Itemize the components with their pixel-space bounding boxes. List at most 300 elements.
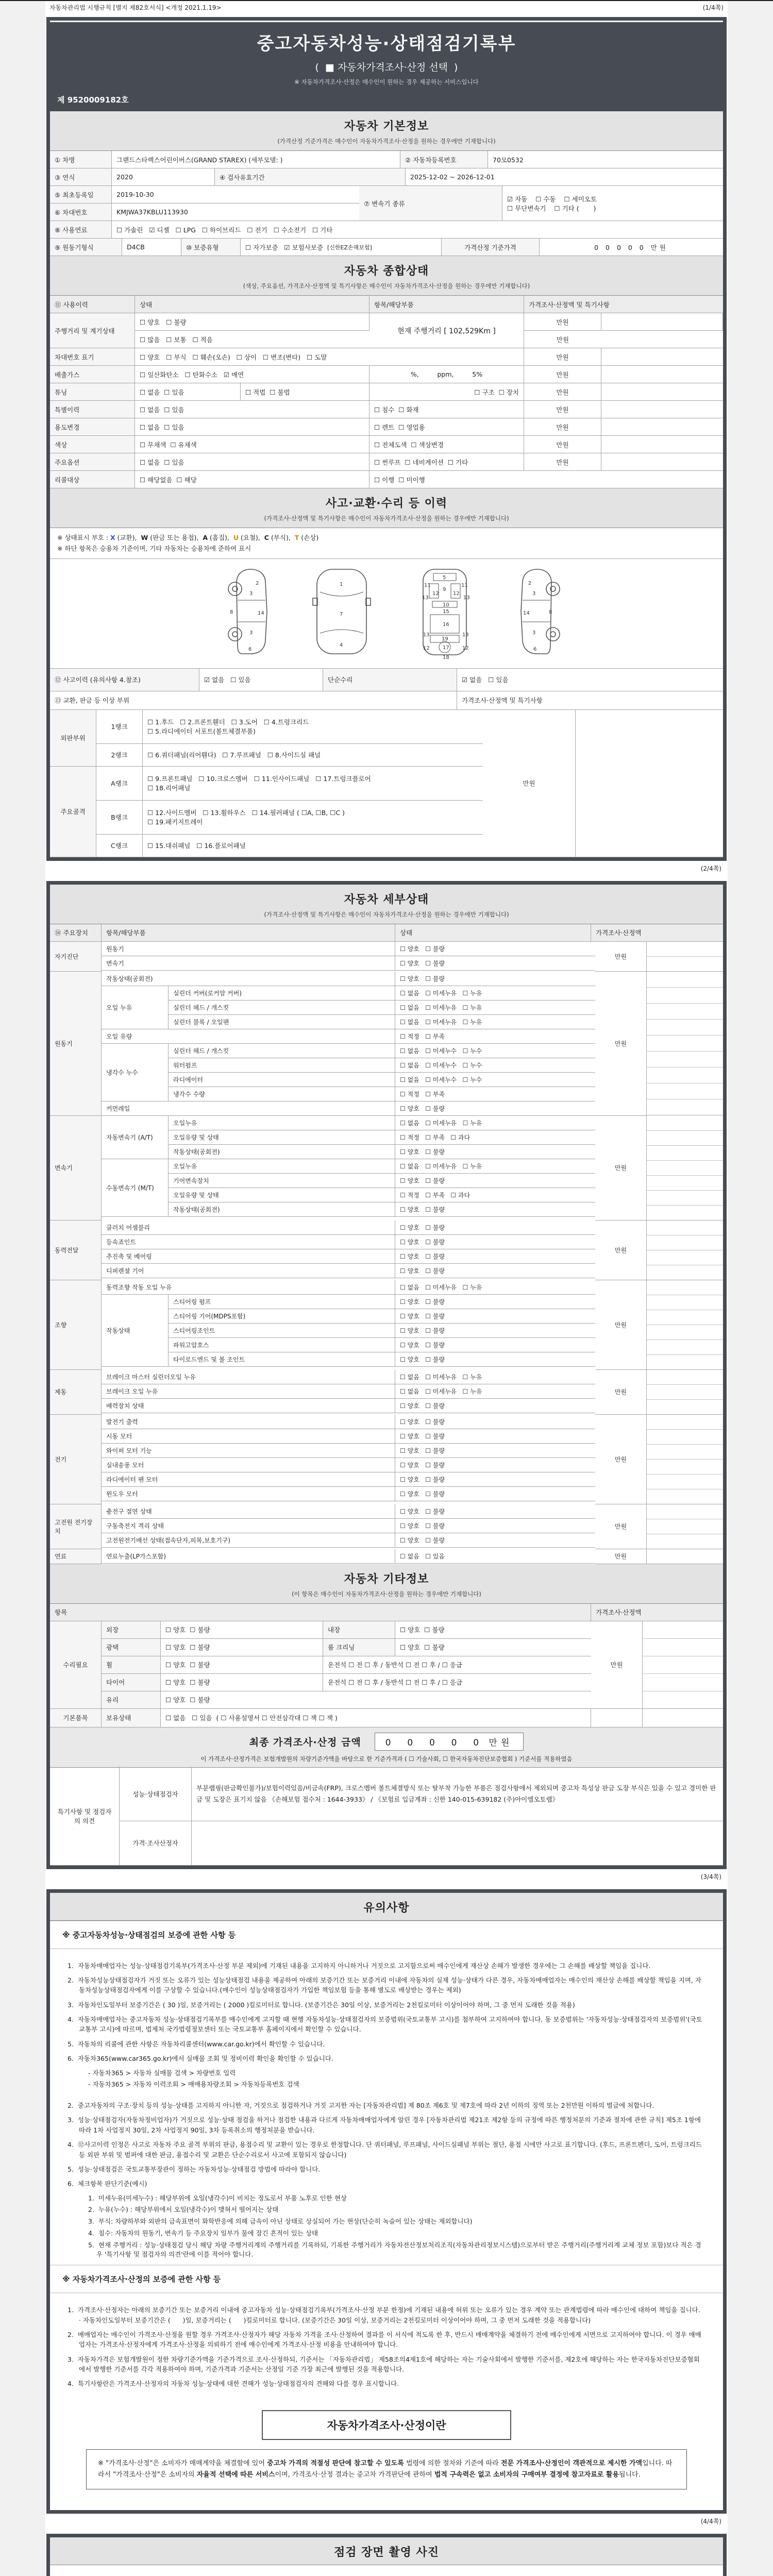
row-label: 튜닝 [50,383,135,401]
page-marker-3: (3/4쪽) [700,1873,721,1880]
row-label: 주행거리 및 계기상태 [50,313,135,348]
item-cell: 스티어링 펌프 [169,1295,395,1309]
state-cell: ☐ 양호 ☐ 불량 [395,1533,595,1548]
notice-item: 4. ⑫사고이력 인정은 사고로 자동차 주요 골격 부위의 판금, 용접수리 및 교환이 있는 경우로 한정합니다. 단 쿼터패널, 루프패널, 사이드실패널 부위는 절단, 용접 시에만 사고로 표기합니다. (후드, 프론트펜더, 도어, 트렁크리드 등 외판 부위 및 범퍼에 대한 판금, 용접수리 및 교환은 단순수리로서 사고에 포함되지 않습니다) [68,2141,704,2159]
note-cell [601,313,723,331]
label-cell: ⑨ 원동기형식 [50,239,122,256]
engine-type-value: D4CB [122,239,181,256]
note-cell [601,383,723,401]
device-label: 동력전달 [50,1221,102,1280]
item-cell: 실린더 커버(로커암 커버) [169,986,395,1001]
label-cell: ② 자동차등록번호 [400,151,488,168]
col-header: ⑭ 주요장치 [50,924,102,942]
state-cell: ☐ 양호 ☐ 불량 [395,1639,591,1656]
definition-text-bold: 중고차 가격의 적절성 판단에 참고할 수 있도록 [267,2459,404,2467]
overall-state-table [50,296,723,488]
section-note: (가격조사·산정액 및 특기사항은 매수인이 자동차가격조사·산정을 원하는 경우에만 기재합니다) [264,515,509,522]
device-label: 자기진단 [50,942,102,972]
section-title: 자동차 세부상태 [344,893,429,906]
subgroup-label: 자동변속기 (A/T) [102,1116,169,1159]
price-cell: 만원 [483,710,576,857]
opinion-table [50,1768,723,1866]
item-cell: 디퍼렌셜 기어 [102,1264,395,1278]
state-cell: ☐ 양호 ☐ 불량 [395,1249,595,1264]
label-cell: ⑦ 변속기 종류 [359,186,502,221]
panel-number: 3 [532,590,536,597]
price-cell: 만원 [595,1280,647,1370]
rank-items: ☐ 6.쿼더패널(리어휀다) ☐ 7.루프패널 ☐ 8.사이드실 패널 [143,744,483,767]
panel-number: 1 [340,581,343,587]
state-cell: ☐ 구조 ☐ 장치 [369,383,524,401]
section-photos [50,2537,723,2565]
detail-group-selfdiag [50,942,723,972]
code-u-desc: (요철), [238,534,264,541]
final-price-label: 최종 가격조사·산정 금액 [249,1736,361,1748]
notice-subitem: 2. 누유(누수) : 해당부위에서 오일(냉각수)이 맺혀서 떨어지는 상태 [88,2206,279,2214]
price-cell: 만원 [524,348,601,366]
state-cell: ☐ 해당없음 ☐ 해당 [135,471,369,488]
item-cell: 스티어링조인트 [169,1324,395,1338]
state-cell: ☐ 양호 ☐ 불량 [395,1235,595,1249]
subgroup-label: 작동상태 [102,1295,169,1367]
page-1 [46,17,727,861]
notice-list-b [50,2293,723,2397]
definition-text-bold: 자율적 선택에 따른 서비스 [196,2470,275,2479]
item-cell: 오일유량 및 상태 [169,1188,395,1202]
state-cell: ☐ 없음 ☐ 미세누수 ☐ 누수 [395,1073,595,1087]
code-a: A [203,534,208,541]
state-cell: ☐ 양호 ☐ 불량 [395,956,595,971]
code-x-desc: (교환), [115,534,141,541]
rank-items: ☐ 15.대쉬패널 ☐ 16.플로어패널 [143,835,483,857]
basic-info-table [50,151,723,256]
notice-item: 2. 매매업자는 매수인이 가격조사·산정을 원할 경우 가격조사·산정자가 해당 자동차 가격을 조사·산정하여 결과를 이 서식에 적도록 한 후, 반드시 매매계약을 체결하기 전에 매수인에게 서면으로 고지하여야 합니다. 이 경우 매매업자는 가격조사·산정자에게 가격조사·산정을 의뢰하기 전에 매수인에게 가격조사·산정 비용을 안내하여야 합니다. [68,2330,701,2349]
price-cell: 만원 [595,1221,647,1280]
item-cell: 원동기 [102,942,395,956]
transmission-checkboxes-2: ☐ 무단변속기 ☐ 기타 ( ) [507,204,596,212]
notice-subitem: 4. 침수: 자동차의 원동기, 변속기 등 주요장치 일부가 물에 잠긴 흔적이 있는 상태 [88,2229,318,2237]
notice-item: 5. 성능·상태점검은 국토교통부장관이 정하는 자동차성능·상태점검 방법에 따라야 합니다. [68,2165,321,2173]
subgroup-label: 수동변속기 (M/T) [102,1159,169,1217]
item-cell: 라디에이터 [169,1073,395,1087]
detail-group-steering [50,1280,723,1370]
group-label: 기본품목 [50,1709,102,1727]
item-cell: 작동상태(공회전) [169,1145,395,1159]
item-cell: 발전기 출력 [102,1415,395,1429]
state-cell: ☐ 많음 ☐ 보통 ☐ 적음 [135,331,369,348]
item-cell: 오일 유량 [102,1029,395,1044]
item-cell: 클러치 어셈블리 [102,1221,395,1235]
notice-subitem: 1. 미세누유(미세누수) : 해당부위에 오일(냉각수)이 비치는 정도로서 부품 노후로 인한 현상 [88,2194,347,2202]
page-marker-1: (1/4쪽) [702,4,724,11]
definition-text-part: 됩니다. [619,2470,641,2479]
state-cell: ☐ 양호 ☐ 불량 [395,1458,595,1472]
notice-subitem: - 자동차365 > 자동차 이력조회 > 매매용차량조회 > 자동차등록번호 검색 [88,2080,299,2089]
note-cell [601,366,723,383]
row-label: 리콜대상 [50,471,135,488]
state-cell: ☐ 없음 ☐ 미세누유 ☐ 누유 [395,1370,595,1384]
state-cell: ☐ 양호 ☐ 불량 [395,1444,595,1458]
panel-number: 6 [533,646,537,652]
transmission-checkboxes-1: ☑ 자동 ☐ 수동 ☐ 세미오토 [507,195,597,203]
state-cell: ☐ 양호 ☐ 불량 [135,313,369,331]
row-label: 광택 [102,1639,161,1656]
price-cell: 만원 [595,1370,647,1415]
notice-item: 1. 가격조사·산정자는 아래의 보증기간 또는 보증거리 이내에 중고자동차 성능·상태점검기록부(가격조사·산정 부분 한정)에 기재된 내용에 허위 또는 오류가 있는 경우 계약 또는 관계법령에 따라 매수인에 대하여 책임을 집니다. · 자동차인도일부터 보증기간은 ( )일, 보증거리는 ( )킬로미터로 합니다. (보증기간은 30일 이상, 보증거리는 2천킬로미터 이상이어야 하며, 그 중 먼저 도래한 것을 적용합니다) [68,2306,704,2324]
opinion-label: 특기사항 및 점검자의 의견 [50,1768,120,1866]
item-cell: 오일누유 [169,1159,395,1174]
device-label: 조향 [50,1280,102,1370]
code-c-desc: (부식), [268,534,295,541]
state-cell: ☐ 없음 ☐ 미세누수 ☐ 누수 [395,1058,595,1073]
price-cell: 만원 [524,331,601,348]
notice-item: 3. 자동차인도일부터 보증기간은 ( 30 )일, 보증거리는 ( 2000 )킬로미터로 합니다. (보증기간은 30일 이상, 보증거리는 2천킬로미터 이상이어야 하며, 그 중 먼저 도래한 것을 적용) [68,2001,575,2009]
state-cell: ☐ 양호 ☐ 불량 [395,1309,595,1324]
label-cell: ⑥ 차대번호 [50,204,112,221]
price-cell: 만원 [524,418,601,436]
panel-number: 12 [453,590,460,597]
item-cell: 구동축전지 격리 상태 [102,1519,395,1533]
section-etc-info [50,1564,723,1604]
definition-text-part: ※ "가격조사·산정"은 소비자가 매매계약을 체결함에 있어 [98,2459,267,2467]
section-basic-info [50,111,723,151]
item-cell: 변속기 [102,956,395,971]
item-cell: 워터펌프 [169,1058,395,1073]
note-cell [601,331,723,348]
state-cell: ☐ 양호 ☐ 불량 [395,1295,595,1309]
panel-number: 7 [340,611,343,617]
note-cell [601,401,723,418]
warranty-checkboxes: ☐ 자가보증 ☑ 보험사보증 [245,243,323,251]
item-cell: 추진축 및 베어링 [102,1249,395,1264]
final-price-value: 0 0 0 0 0 만원 [375,1733,524,1751]
state-cell: ☐ 적정 ☐ 부족 [395,1087,595,1101]
state-cell: ☐ 없음 ☐ 있음 [395,1549,595,1564]
rank-items: ☐ 9.프론트패널 ☐ 10.크로스멤버 ☐ 11.인사이드패널 ☐ 17.트렁크플로어 [147,775,371,783]
state-cell: ☐ 양호 ☐ 불량 [395,1415,595,1429]
row-label: 보유상태 [102,1709,161,1727]
item-cell: 배력장치 상태 [102,1399,395,1413]
price-cell [591,1709,643,1727]
note-cell [576,710,723,857]
state-cell: ☐ 양호 ☐ 불량 [395,1202,595,1217]
item-cell: 오일누유 [169,1116,395,1130]
label-cell: ⑧ 사용연료 [50,221,112,239]
state-cell: ☐ 양호 ☐ 불량 [395,1519,595,1533]
rank-label: A랭크 [96,767,143,801]
notices-body [50,1921,723,2510]
state-cell: ☑ 없음 ☐ 있음 [457,669,723,691]
section-title: 유의사항 [363,1901,410,1914]
note-cell [643,1709,723,1727]
panel-number: 13 [423,632,430,638]
panel-number: 13 [422,595,429,601]
state-cell: ☐ 없음 ☐ 있음 ( ☐ 사용설명서 ☐ 안전삼각대 ☐ 잭 ☐ 잭 ) [161,1709,591,1727]
state-cell: ☐ 양호 ☐ 불량 [395,1101,595,1116]
item-cell: 작동상태(공회전) [169,1202,395,1217]
fuel-checkboxes: ☐ 가솔린 ☑ 디젤 ☐ LPG ☐ 하이브리드 ☐ 전기 ☐ 수소전기 ☐ 기타 [112,221,723,239]
price-cell: 만원 [595,1116,647,1221]
price-cell: 만원 [595,1504,647,1549]
state-cell: ☐ 양호 ☐ 불량 [161,1621,323,1639]
definition-text-bold: 법적 구속력은 없고 소비자의 구매여부 결정에 참고자료로 활용 [434,2470,619,2479]
detail-header-row [50,924,723,942]
rank-label: 1랭크 [96,710,143,744]
panel-number: 12 [423,645,430,651]
col-header: 가격조사·산정액 [591,1604,723,1621]
panel-number: 3 [249,590,253,597]
col-header: 항목 [50,1604,591,1621]
inspection-photos [50,2565,723,2576]
item-cell: 타이로드엔드 및 볼 조인트 [169,1352,395,1367]
panel-number: 5 [443,574,446,581]
row-label: ⑫ 사고이력 (유의사항 4.참조) [50,669,199,691]
panel-number: 12 [462,645,469,651]
state-cell: ☐ 양호 ☐ 불량 [395,1145,595,1159]
state-cell: ☐ 침수 ☐ 화재 [369,401,524,418]
appraisal-definition-text [86,2449,687,2489]
price-cell: 만원 [595,942,647,972]
col-header: 가격조사·산정액 및 특기사항 [457,691,723,710]
price-cell: 만원 [524,453,601,471]
item-cell: 시동 모터 [102,1429,395,1444]
row-label: 내장 [323,1621,395,1639]
panel-number: 8 [549,609,552,615]
item-cell: 라디에이터 팬 모터 [102,1472,395,1487]
panel-number: 16 [443,621,449,628]
notice-item: 1. 자동차매매업자는 성능·상태점검기록부(가격조사·산정 부분 제외)에 기재된 내용을 고지하지 아니하거나 거짓으로 고지함으로써 매수인에게 재산상 손해가 발생한 경우에는 그 손해를 배상할 책임을 집니다. [68,1961,651,1970]
device-label: 원동기 [50,972,102,1116]
state-cell: ☐ 적정 ☐ 부족 ☐ 과다 [395,1188,595,1202]
document-header [50,21,723,111]
car-diagram-svg [53,562,720,665]
panel-number: 11 [424,582,431,588]
notice-subitem: 3. 부식: 차량하부와 외판의 금속표면이 화학반응에 의해 금속이 아닌 상태로 상실되어 가는 현상(단순히 녹슬어 있는 상태는 제외합니다) [88,2217,473,2226]
section-note: (가격조사·산정액 및 특기사항은 매수인이 자동차가격조사·산정을 원하는 경우에만 기재합니다) [264,910,509,918]
appraiser-opinion [192,1821,723,1866]
item-cell: 브레이크 오일 누유 [102,1384,395,1399]
note-cell [601,453,723,471]
form-reference: 자동차관리법 시행규칙 [별지 제82호서식] <개정 2021.1.19> [49,4,222,11]
state-cell: ☑ 없음 ☐ 있음 [199,669,323,691]
state-cell: ☐ 양호 ☐ 불량 [395,1504,595,1519]
col-header: 가격조사·산정액 [591,924,723,942]
row-label: 룸 크리닝 [323,1639,395,1656]
rank-items: ☐ 1.후드 ☐ 2.프론트휀더 ☐ 3.도어 ☐ 4.트렁크리드 [147,718,309,726]
row-label: 성능·상태점검자 [120,1768,192,1821]
group-label: 외판부위 [50,710,96,767]
detail-group-engine [50,972,723,1116]
state-cell: ☐ 없음 ☐ 미세누유 ☐ 누유 [395,1280,595,1295]
row-label: 특별이력 [50,401,135,418]
item-cell: 실린더 블록 / 오일팬 [169,1015,395,1029]
inspection-period-value: 2025-12-02 ~ 2026-12-01 [406,168,723,186]
notice-item: 2. 중고자동차의 구조·장치 등의 성능·상태를 고지하지 아니한 자, 거짓으로 점검하거나 거짓 고지한 자는 [자동차관리법] 제 80조 제6호 및 제7호에 따라 2년 이하의 징역 또는 2천만원 이하의 벌금에 처합니다. [68,2102,654,2109]
label-cell: ⑩ 보증유형 [181,239,241,256]
item-cell: 브레이크 마스터 실린더오일 누유 [102,1370,395,1384]
rank-label: 2랭크 [96,744,143,767]
state-cell: ☐ 양호 ☐ 불량 [395,1399,595,1413]
state-cell: ☐ 이행 ☐ 미이행 [369,471,723,488]
notice-item: 3. 성능·상태점검자(자동차정비업자)가 거짓으로 성능·상태 점검을 하거나 점검한 내용과 다르게 자동차매매업자에게 알린 경우 [자동차관리법 제21조 제2항 등의 규정에 따른 행정처분의 기준과 절차에 관한 규칙] 제5조 1항에 따라 1차 사업정지 30일, 2차 사업정지 90일, 3차 등록취소의 행정처분을 받습니다. [68,2116,703,2134]
panel-number: 14 [258,610,264,616]
state-cell: ☐ 썬루프 ☐ 네비게이션 ☐ 기타 [369,453,524,471]
panel-number: 10 [443,602,449,608]
price-cell: 만원 [595,1415,647,1504]
price-cell: 만원 [524,383,601,401]
notice-subhead-a: ※ 중고자동차성능·상태점검의 보증에 관한 사항 등 [50,1921,723,1949]
definition-text-bold: 전문 가격조사·산정인이 객관적으로 제시한 가액 [500,2459,643,2467]
gas-values: %, ppm, 5% [369,366,524,383]
panel-number: 12 [432,590,439,597]
code-t: T [294,534,299,541]
label-cell: 가격산정 기준가격 [442,239,540,256]
section-title: 자동차 기본정보 [344,120,429,133]
detail-group-high-voltage [50,1504,723,1549]
state-cell: ☐ 없음 ☐ 미세누유 ☐ 누유 [395,986,595,1001]
panel-number: 3 [249,630,253,636]
state-cell: ☐ 양호 ☐ 불량 [395,942,595,956]
detail-group-fuel [50,1549,723,1564]
col-header: 항목/해당부품 [369,296,524,313]
state-cell: ☐ 양호 ☐ 불량 [395,1472,595,1487]
state-cell: ☐ 일산화탄소 ☐ 탄화수소 ☑ 매연 [135,366,369,383]
base-price-value: 0 0 0 0 0 만원 [540,239,723,256]
item-cell: 윈도우 모터 [102,1487,395,1501]
state-cell: 운전석 ☐ 전 ☐ 후 / 동반석 ☐ 전 ☐ 후 / ☐ 응급 [323,1656,591,1674]
panel-number: 18 [443,654,449,660]
notice-subhead-b: ※ 자동차가격조사·산정의 보증에 관한 사항 등 [50,2265,723,2293]
panel-number: 2 [256,580,259,586]
panel-number: 11 [461,582,468,588]
doc-subtitle: ( ■ 자동차가격조사·산정 선택 ) [315,62,458,73]
note-cell [601,348,723,366]
state-cell: ☐ 양호 ☐ 불량 [161,1656,323,1674]
appraisal-definition-title: 자동차가격조사·산정이란 [262,2410,511,2440]
state-code-legend [50,528,723,559]
item-cell: 연료누출(LP가스포함) [102,1549,395,1564]
doc-subtitle-note: ※ 자동차가격조사·산정은 매수인이 원하는 경우 제공하는 서비스입니다 [294,78,479,86]
row-label: 용도변경 [50,418,135,436]
doc-number: 제 9520009182호 [57,95,129,105]
state-cell: ☐ 양호 ☐ 불량 [161,1639,323,1656]
label-cell: ⑤ 최초등록일 [50,186,112,204]
panel-number: 6 [248,646,252,652]
state-cell: ☐ 양호 ☐ 불량 [395,1264,595,1278]
notice-item: 5. 자동차의 리콜에 관한 사항은 자동차리콜센터(www.car.go.kr)에서 확인할 수 있습니다. [68,2040,325,2048]
item-cell: 스티어링 기어(MDPS포함) [169,1309,395,1324]
panel-number: 4 [340,642,343,648]
car-damage-diagram [50,559,723,669]
item-cell: 실린더 헤드 / 개스킷 [169,1001,395,1015]
car-name-value: 그랜드스타렉스어린이버스(GRAND STAREX) (세부모델: ) [112,151,400,168]
definition-text-part: 입니다. 따라서 "가격조사·산정"은 소비자의 [98,2459,673,2479]
page-4 [46,2534,727,2576]
item-cell: 커먼레일 [102,1101,395,1116]
item-cell: 작동상태(공회전) [102,972,395,986]
state-cell: ☐ 없음 ☐ 미세누유 ☐ 누유 [395,1116,595,1130]
state-cell: ☐ 없음 ☐ 있음 [135,401,369,418]
row-label: 가격·조사산정자 [120,1821,192,1866]
device-label: 고전원 전기장치 [50,1504,102,1549]
price-cell: 만원 [524,313,601,331]
device-label: 연료 [50,1549,102,1564]
panel-number: 13 [462,632,469,638]
section-title: 사고·교환·수리 등 이력 [325,497,448,510]
notice-item: 6. 자동차365(www.car365.go.kr)에서 실매물 조회 및 정비이력 확인을 확인할 수 있습니다. [68,2055,333,2063]
state-cell: 운전석 ☐ 전 ☐ 후 / 동반석 ☐ 전 ☐ 후 / ☐ 응급 [323,1674,591,1691]
section-title: 자동차 기타정보 [344,1572,429,1586]
code-a-desc: (흠집), [208,534,233,541]
panel-number: 9 [443,586,446,592]
row-label: 주요옵션 [50,453,135,471]
device-label: 변속기 [50,1116,102,1221]
col-header: ⑪ 사용이력 [50,296,135,313]
state-cell: ☐ 양호 ☐ 불량 [161,1674,323,1691]
state-cell: ☐ 양호 ☐ 불량 [395,1429,595,1444]
section-title: 자동차 종합상태 [344,265,429,278]
section-accident-history [50,488,723,528]
notice-subitem: 5. 현재 주행거리 : 성능·상태점검 당시 해당 차량 주행거리계의 주행거리를 기록하되, 기록한 주행거리가 자동차전산정보처리조직(자동차관리정보시스템)으로부터 받은 주행거리(주행거리계 교체 정보 포함)보다 적은 경우 '특기사항 및 점검자의 의견'란에 이를 적어야 합니다. [88,2241,701,2259]
code-c: C [264,534,269,541]
row-label: 휠 [102,1656,161,1674]
section-detail-state [50,885,723,924]
item-cell: 실린더 헤드 / 개스킷 [169,1044,395,1058]
state-cell: ☐ 양호 ☐ 불량 [395,1487,595,1501]
notice-item: 3. 자동차가격은 보험개발원이 정한 차량기준가액을 기준가격으로 조사·산정하되, 기준서는 「자동차관리법」 제58조의4제1호에 해당하는 자는 기술사회에서 발행한 기준서를, 제2호에 해당하는 자는 한국자동차진단보증협회에서 발행한 기준서를 각각 적용하여야 하며, 기준가격과 기준서는 산정일 기준 가장 최근에 발행된 것을 적용합니다. [68,2355,700,2373]
rank-items: ☐ 5.라디에이터 서포트(볼트체결부품) [147,727,256,735]
panel-number: 19 [442,636,448,642]
panel-number: 3 [532,630,536,636]
item-cell: 오일유량 및 상태 [169,1130,395,1145]
row-label: 색상 [50,436,135,453]
rank-items: ☐ 18.리어패널 [147,784,191,792]
definition-text-part: 이며, 가격조사·산정 결과는 중고차 가격판단에 관하여 [275,2470,434,2479]
price-cell: 만원 [524,401,601,418]
label-cell: ③ 연식 [50,168,112,186]
row-label: 단순수리 [323,669,457,691]
state-cell: ☐ 양호 ☐ 불량 [395,1174,595,1188]
state-cell: ☐ 양호 ☐ 불량 [395,972,595,986]
state-cell: ☐ 없음 ☐ 미세누유 ☐ 누유 [395,1001,595,1015]
page-3 [46,1889,727,2514]
etc-info-table [50,1604,723,1727]
row-label: 외장 [102,1621,161,1639]
document-sheet [45,1,728,2576]
device-label: 제동 [50,1370,102,1415]
section-note: (이 항목은 매수인이 자동차가격조사·산정을 원하는 경우에만 기재합니다) [292,1590,481,1598]
state-cell: ☐ 무채색 ☐ 유채색 [135,436,369,453]
notice-list-outer [50,2095,723,2265]
section-title: 점검 장면 촬영 사진 [334,2546,439,2559]
panel-number: 2 [528,580,532,586]
state-cell: ☐ 전체도색 ☐ 색상변경 [369,436,524,453]
current-mileage: 현재 주행거리 [ 102,529Km ] [369,313,524,348]
exchange-header-row [50,691,723,710]
section-notices [50,1893,723,1921]
section-overall-state [50,256,723,296]
col-header: 항목/해당부품 [102,924,395,942]
state-cell: ☐ 양호 ☐ 불량 [395,1221,595,1235]
panel-number: 15 [443,608,449,615]
panel-number: 13 [463,595,470,601]
detail-group-transmission [50,1116,723,1221]
state-cell: ☐ 없음 ☐ 있음 [135,418,369,436]
final-price-band [50,1727,723,1768]
state-cell: ☐ 양호 ☐ 불량 [161,1691,591,1709]
item-cell: 동력조향 작동 오일 누유 [102,1280,395,1295]
item-cell: 파워고압호스 [169,1338,395,1352]
